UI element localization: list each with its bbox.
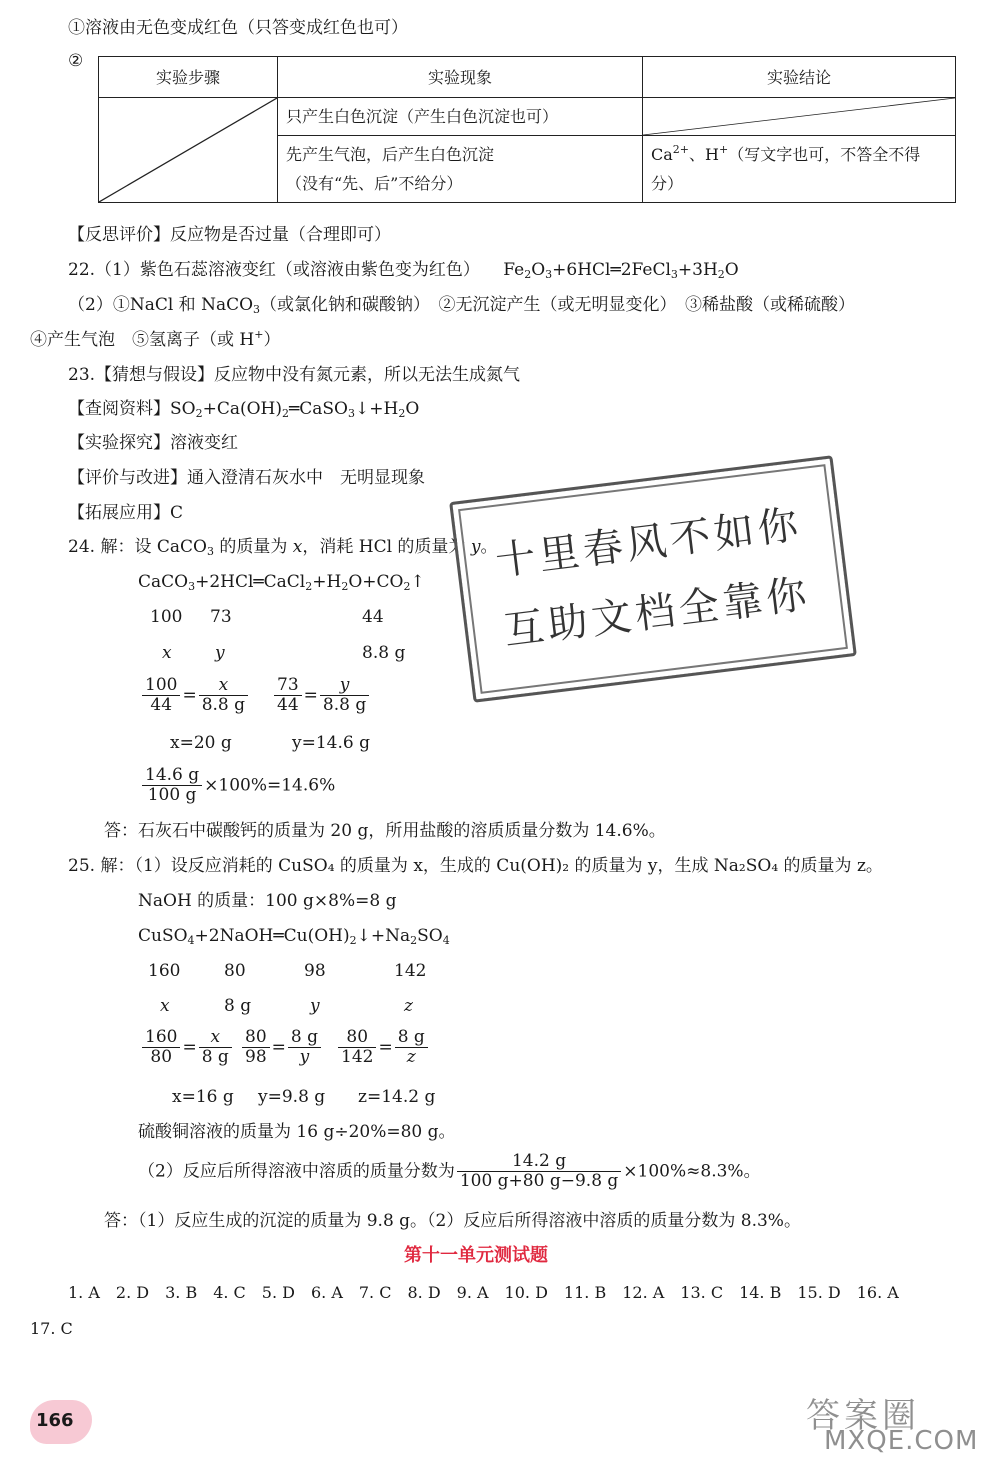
q25-equation: $CuSO_4+2NaOH═Cu(OH)_2↓+Na_2SO_4$ (138, 926, 450, 947)
q23-line1: 23.【猜想与假设】反应物中没有氮元素，所以无法生成氮气 (68, 365, 521, 385)
q24-mass-73: 73 (210, 607, 232, 627)
site-watermark (796, 1388, 996, 1458)
q24-mass-co2: 8.8 g (362, 643, 406, 663)
watermark-cn: 答案圈 (806, 1396, 920, 1436)
q24-percentage: $\frac{14.6 g}{100 g}$ ×100%=14.6% (140, 766, 335, 805)
q25-naoh-mass: NaOH 的质量：100 g×8%=8 g (138, 891, 397, 911)
steps-diagonal-cell (99, 98, 278, 203)
mc-answers-line1: 1. A 2. D 3. B 4. C 5. D 6. A 7. C 8. D 9. A 10. D 11. B 12. A 13. C 14. B 15. D 16. A (68, 1283, 899, 1302)
q25-intro: 25. 解：（1）设反应消耗的 CuSO₄ 的质量为 x，生成的 Cu(OH)₂ 的质量为 y，生成 Na₂SO₄ 的质量为 z。 (68, 856, 883, 876)
fraction: $\frac{100}{44}$ (142, 676, 180, 715)
q23-label: 【查阅资料】 (68, 399, 170, 419)
watermark-en: MXQE.COM (824, 1426, 979, 1456)
conclusion-diagonal-cell (643, 98, 956, 136)
fraction: $\frac{14.6 g}{100 g}$ (142, 766, 202, 805)
q25-mass-142: 142 (394, 961, 427, 981)
answer-line-1: ①溶液由无色变成红色（只答变成红色也可） (68, 18, 408, 38)
experiment-table (98, 56, 956, 203)
header-steps: 实验步骤 (99, 57, 278, 98)
q23-line2: 【查阅资料】$SO_2+Ca(OH)_2═CaSO_3↓+H_2O$ (68, 399, 420, 420)
table-row (99, 98, 956, 136)
stamp-line2: 互助文档全靠你 (501, 571, 813, 655)
charge: 2+ (672, 143, 689, 156)
q24-result-x: x=20 g (170, 733, 232, 753)
q22-text: （或氯化钠和碳酸钠） ②无沉淀产生（或无明显变化） ③稀盐酸（或稀硫酸） (260, 295, 856, 315)
fraction: $\frac{80}{142}$ (338, 1028, 376, 1067)
q24-answer: 答：石灰石中碳酸钙的质量为 20 g，所用盐酸的溶质质量分数为 14.6%。 (104, 821, 666, 841)
q25-answer: 答：（1）反应生成的沉淀的质量为 9.8 g。（2）反应后所得溶液中溶质的质量分数为 8.3%。 (104, 1211, 801, 1231)
q25-result-z: z=14.2 g (358, 1087, 436, 1107)
q22-text: 22.（1）紫色石蕊溶液变红（或溶液由紫色变为红色） (68, 260, 480, 280)
header-conclusion: 实验结论 (643, 57, 956, 98)
conclusion-text: 分） (651, 174, 684, 193)
ink-stamp (449, 455, 857, 703)
q25-proportion-2: $\frac{80}{98}$ = $\frac{8 g}{y}$ (240, 1028, 323, 1067)
row2-phenomenon-line2: （没有“先、后”不给分） (286, 174, 463, 193)
q24-proportion-1: $\frac{100}{44}$ = $\frac{x}{8.8 g}$ (140, 676, 250, 715)
q25-proportion-3: $\frac{80}{142}$ = $\frac{8 g}{z}$ (336, 1028, 430, 1067)
q25-var-z: z (404, 996, 413, 1016)
fraction: $\frac{8 g}{z}$ (395, 1028, 428, 1067)
row1-phenomenon: 只产生白色沉淀（产生白色沉淀也可） (278, 98, 643, 136)
q22-line2: （2）①NaCl 和 NaCO$_3$（或氯化钠和碳酸钠） ②无沉淀产生（或无明显变化） ③稀盐酸（或稀硫酸） (68, 295, 856, 316)
fraction: $\frac{x}{8.8 g}$ (199, 676, 248, 715)
fraction: $\frac{8 g}{y}$ (288, 1028, 321, 1067)
q23-line5: 【拓展应用】C (68, 503, 184, 523)
fraction: $\frac{14.2 g}{100 g+80 g-9.8 g}$ (457, 1152, 621, 1191)
fraction: $\frac{y}{8.8 g}$ (320, 676, 369, 715)
ion-ca: Ca (651, 145, 673, 164)
mc-answers-line2: 17. C (30, 1319, 73, 1338)
q22-text: （2）①NaCl 和 Na (68, 295, 227, 315)
q24-result-y: y=14.6 g (292, 733, 370, 753)
q22-line3: ④产生气泡 ⑤氢离子（或 H+） (30, 328, 281, 350)
q24-intro: 24. 解：设 CaCO$_3$ 的质量为 x，消耗 HCl 的质量为 y。 (68, 537, 498, 558)
q24-mass-100: 100 (150, 607, 183, 627)
q24-var-y: y (215, 643, 225, 663)
q23-line4: 【评价与改进】通入澄清石灰水中 无明显现象 (68, 468, 425, 488)
fraction: $\frac{73}{44}$ (274, 676, 302, 715)
stamp-line1: 十里春风不如你 (492, 501, 805, 585)
charge: + (718, 143, 729, 156)
q24-proportion-2: $\frac{73}{44}$ = $\frac{y}{8.8 g}$ (272, 676, 371, 715)
q24-equation: $CaCO_3+2HCl═CaCl_2+H_2O+CO_2↑$ (138, 572, 425, 593)
diagonal-line (99, 98, 277, 202)
diagonal-line (643, 98, 955, 135)
q25-result-y: y=9.8 g (258, 1087, 326, 1107)
q24-text: ，消耗 HCl 的质量为 (302, 537, 471, 557)
q24-mass-44: 44 (362, 607, 384, 627)
q24-text: 24. 解：设 CaCO (68, 537, 207, 557)
reflection-line: 【反思评价】反应物是否过量（合理即可） (68, 225, 391, 245)
q23-line3: 【实验探究】溶液变红 (68, 433, 238, 453)
q25-var-y: y (310, 996, 320, 1016)
q25-mass-8g: 8 g (224, 996, 252, 1016)
fraction: $\frac{x}{8 g}$ (199, 1028, 232, 1067)
q24-text: 的质量为 (213, 537, 293, 557)
q25-cuso4-solution-mass: 硫酸铜溶液的质量为 16 g÷20%=80 g。 (138, 1122, 456, 1142)
conclusion-text: （写文字也可，不答全不得 (728, 145, 921, 164)
q22-text: ④产生气泡 ⑤氢离子（或 H (30, 330, 255, 350)
q25-mass-160: 160 (148, 961, 181, 981)
q24-var-x: x (162, 643, 172, 663)
table-header-row (99, 57, 956, 98)
q22-equation: $Fe_2O_3+6HCl═2FeCl_3+3H_2O$ (503, 260, 739, 281)
section-title: 第十一单元测试题 (404, 1245, 548, 1266)
q25-result-x: x=16 g (172, 1087, 234, 1107)
row2-phenomenon-line1: 先产生气泡，后产生白色沉淀 (286, 145, 495, 164)
row2-conclusion: $Ca^{2+}$、H+（写文字也可，不答全不得 分） (643, 136, 956, 203)
q25-var-x: x (160, 996, 170, 1016)
ion-h: H (705, 145, 719, 164)
q22-line1 (68, 259, 739, 281)
q25-proportion-1: $\frac{160}{80}$ = $\frac{x}{8 g}$ (140, 1028, 234, 1067)
q25-mass-80: 80 (224, 961, 246, 981)
fraction: $\frac{160}{80}$ (142, 1028, 180, 1067)
q25-mass-98: 98 (304, 961, 326, 981)
fraction: $\frac{80}{98}$ (242, 1028, 270, 1067)
q25-part2: （2）反应后所得溶液中溶质的质量分数为 $\frac{14.2 g}{100 g+80 g-9.8 g}$ ×100%≈8.3%。 (138, 1151, 761, 1191)
page-number: 166 (36, 1410, 74, 1431)
header-phenomenon: 实验现象 (278, 57, 643, 98)
var-x: x (292, 537, 303, 557)
table-marker: ② (68, 51, 84, 71)
q24-text: 。 (480, 537, 498, 557)
row2-phenomenon (278, 136, 643, 203)
var-y: y (470, 537, 481, 557)
